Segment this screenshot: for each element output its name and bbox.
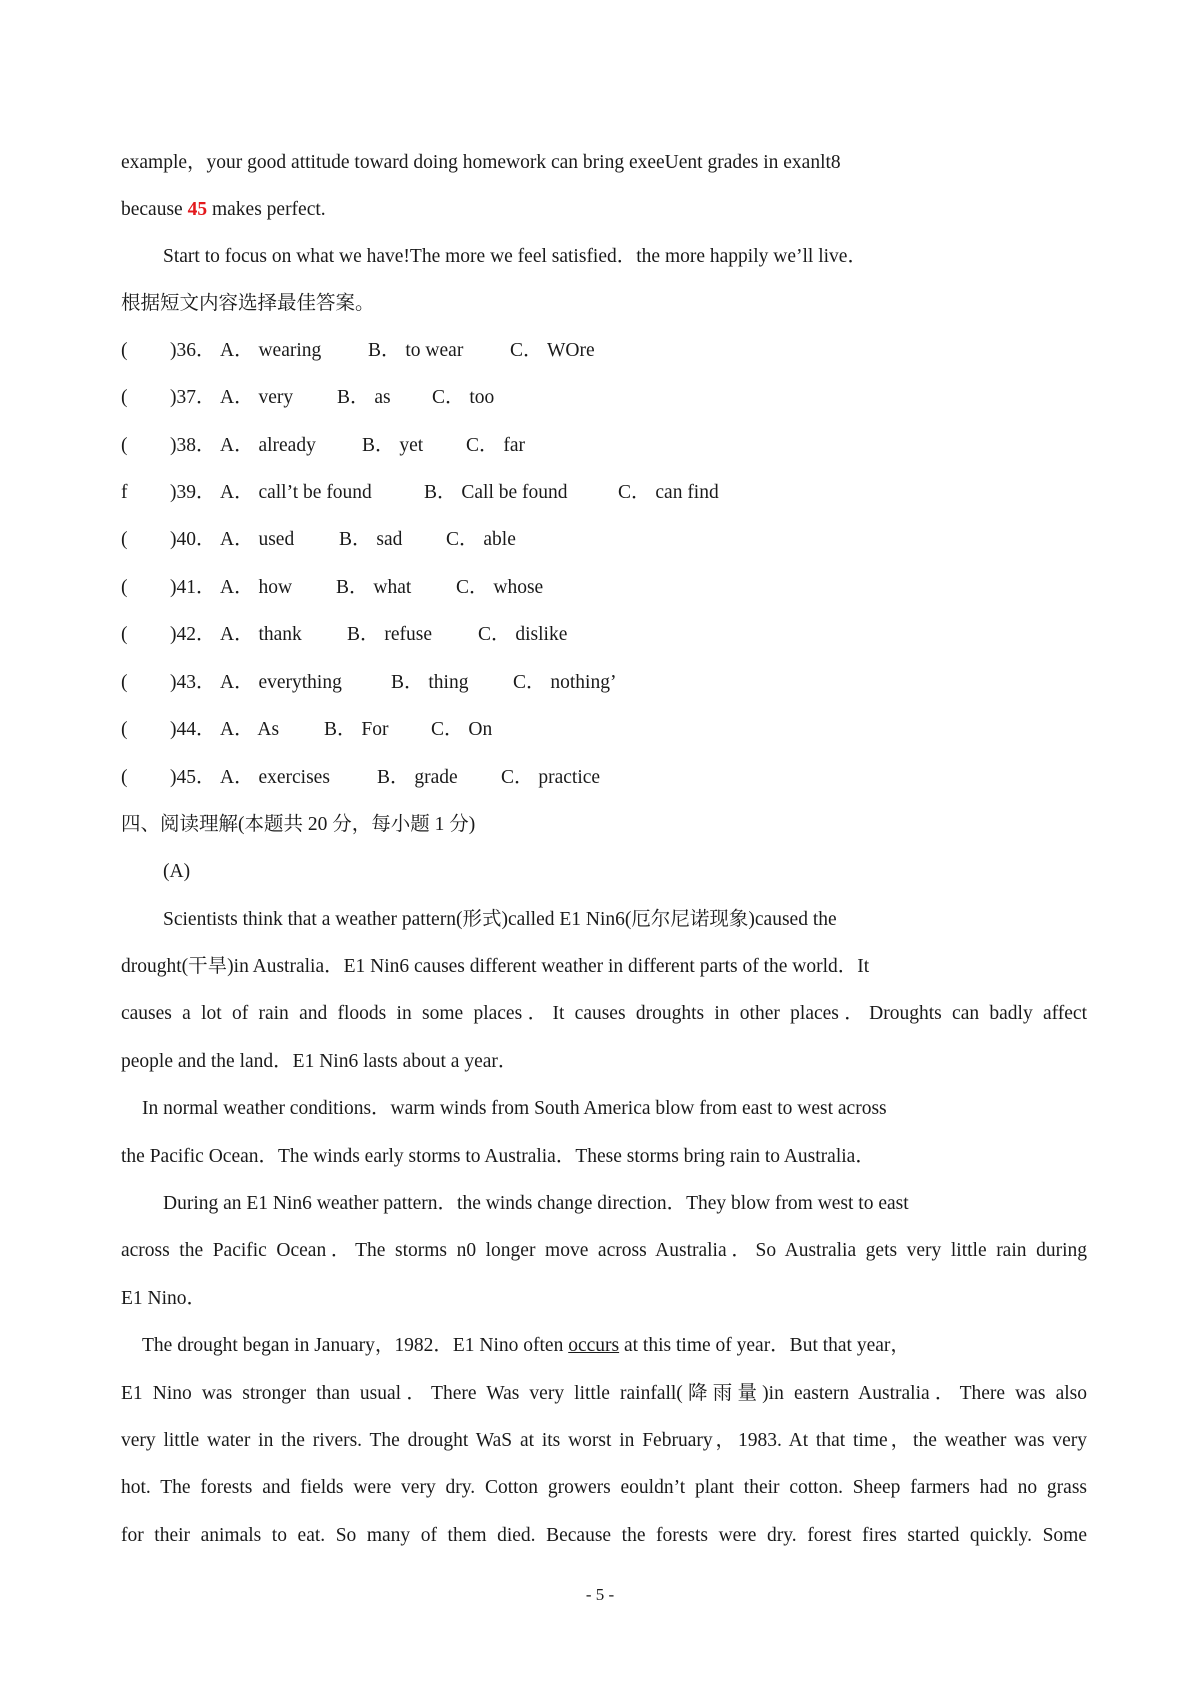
passage-line: people and the land．E1 Nin6 lasts about a year．	[121, 1051, 518, 1072]
question-bracket: (	[121, 435, 128, 456]
question-number: )43．	[170, 672, 216, 693]
question-bracket: (	[121, 577, 128, 598]
option-a: A． already	[220, 435, 316, 456]
question-bracket: (	[121, 529, 128, 550]
intro-line-2-pre: because	[121, 199, 188, 220]
option-b: B． thing	[391, 672, 469, 693]
option-b: B． as	[337, 387, 391, 408]
question-number: )37．	[170, 387, 216, 408]
option-c: C． too	[432, 387, 495, 408]
option-b: B． Call be found	[424, 482, 568, 503]
question-bracket: (	[121, 672, 128, 693]
question-bracket: (	[121, 624, 128, 645]
passage-text: at this time of year．But that year，	[619, 1335, 910, 1356]
blank-45-marker: 45	[187, 199, 208, 220]
intro-line-2	[121, 198, 326, 222]
option-a: A． used	[220, 529, 295, 550]
option-b: B． refuse	[347, 624, 433, 645]
question-number: )39．	[170, 482, 216, 503]
underlined-word: occurs	[568, 1335, 620, 1356]
option-b: B． grade	[377, 767, 458, 788]
passage-line: causes a lot of rain and floods in some places．It causes droughts in other places．Droughts can badly affect	[121, 1003, 1087, 1024]
option-c: C． On	[431, 719, 493, 740]
option-a: A． everything	[220, 672, 342, 693]
passage-line: across the Pacific Ocean．The storms n0 longer move across Australia．So Australia gets very little rain during	[121, 1240, 1087, 1261]
option-a: A． exercises	[220, 767, 330, 788]
question-number: )41．	[170, 577, 216, 598]
option-b: B． For	[324, 719, 389, 740]
option-b: B． sad	[339, 529, 403, 550]
passage-line: E1 Nino was stronger than usual．There Was very little rainfall(降雨量)in eastern Australia．There was also	[121, 1383, 1087, 1404]
option-c: C． whose	[456, 577, 544, 598]
option-a: A． As	[220, 719, 280, 740]
option-c: C． able	[446, 529, 516, 550]
option-a: A． how	[220, 577, 293, 598]
section-heading: 四、阅读理解(本题共 20 分，每小题 1 分)	[121, 814, 476, 835]
passage-line: for their animals to eat. So many of them died. Because the forests were dry. forest fires started quickly. Some	[121, 1525, 1087, 1546]
instruction-text: 根据短文内容选择最佳答案。	[121, 293, 375, 314]
question-number: )40．	[170, 529, 216, 550]
passage-line: Scientists think that a weather pattern(形式)called E1 Nin6(厄尔尼诺现象)caused the	[163, 909, 837, 930]
passage-line: very little water in the rivers. The drought WaS at its worst in February，1983. At that time，the weather was very	[121, 1430, 1087, 1451]
passage-line: the Pacific Ocean．The winds early storms to Australia．These storms bring rain to Australia．	[121, 1146, 875, 1167]
option-c: C． practice	[501, 767, 601, 788]
passage-line: hot. The forests and fields were very dry. Cotton growers eouldn’t plant their cotton. Sheep farmers had no grass	[121, 1477, 1087, 1498]
passage-text: The drought began in January，1982．E1 Nino often	[142, 1335, 569, 1356]
question-bracket: (	[121, 719, 128, 740]
option-c: C． far	[466, 435, 526, 456]
option-a: A． very	[220, 387, 294, 408]
option-c: C． can find	[618, 482, 719, 503]
intro-line-2-post: makes perfect.	[207, 199, 326, 220]
passage-line: drought(干旱)in Australia．E1 Nin6 causes different weather in different parts of the world．It	[121, 956, 870, 977]
option-a: A． thank	[220, 624, 302, 645]
passage-line: E1 Nino．	[121, 1288, 207, 1309]
option-b: B． to wear	[368, 340, 464, 361]
passage-line: In normal weather conditions．warm winds from South America blow from east to west across	[142, 1098, 887, 1119]
question-number: )42．	[170, 624, 216, 645]
passage-line: During an E1 Nin6 weather pattern．the winds change direction．They blow from west to east	[163, 1193, 909, 1214]
option-b: B． yet	[362, 435, 424, 456]
page-number: - 5 -	[585, 1585, 615, 1604]
option-c: C． nothing’	[513, 672, 617, 693]
question-number: )44．	[170, 719, 216, 740]
option-c: C． WOre	[510, 340, 595, 361]
intro-line-3: Start to focus on what we have!The more we feel satisfied．the more happily we’ll live．	[163, 246, 867, 267]
question-number: )38．	[170, 435, 216, 456]
option-c: C． dislike	[478, 624, 568, 645]
option-a: A． wearing	[220, 340, 322, 361]
intro-line-1: example，your good attitude toward doing homework can bring exeeUent grades in exanlt8	[121, 152, 841, 173]
question-bracket: f	[121, 482, 128, 503]
option-a: A． call’t be found	[220, 482, 372, 503]
passage-line	[142, 1334, 910, 1358]
option-b: B． what	[336, 577, 412, 598]
question-bracket: (	[121, 340, 128, 361]
question-number: )36．	[170, 340, 216, 361]
question-number: )45．	[170, 767, 216, 788]
passage-part-label: (A)	[163, 861, 191, 882]
question-bracket: (	[121, 387, 128, 408]
question-bracket: (	[121, 767, 128, 788]
